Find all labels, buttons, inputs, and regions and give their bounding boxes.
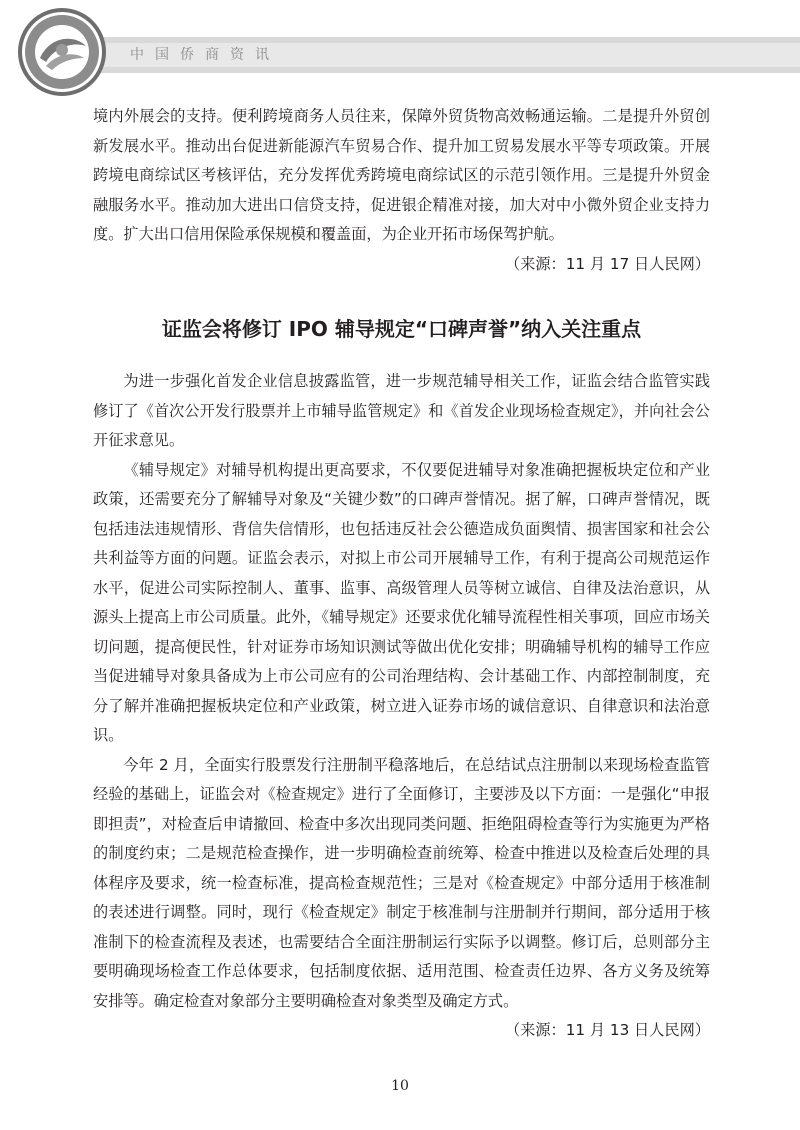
page-body [93,102,710,1046]
article-source: （来源：11 月 17 日人民网） [504,254,710,273]
article-paragraph: 今年 2 月，全面实行股票发行注册制平稳落地后，在总结试点注册制以来现场检查监管经验的基础上，证监会对《检查规定》进行了全面修订，主要涉及以下方面：一是强化“申报即担责”，对检查后申请撤回、检查中多次出现同类问题、拒绝阻碍检查等行为实施更为严格的制度约束；二是规范检查操作，进一步明确检查前统筹、检查中推进以及检查后处理的具体程序及要求，统一检查标准，提高检查规范性；三是对《检查规定》中部分适用于核准制的表述进行调整。同时，现行《检查规定》制定于核准制与注册制并行期间，部分适用于核准制下的检查流程及表述，也需要结合全面注册制运行实际予以调整。修订后，总则部分主要明确现场检查工作总体要求，包括制度依据、适用范围、检查责任边界、各方义务及统筹安排等。确定检查对象部分主要明确检查对象类型及确定方式。 [93,755,710,1010]
header-title: 中国侨商资讯 [130,47,280,63]
association-logo [16,6,108,98]
article-continued-text: 境内外展会的支持。便利跨境商务人员往来，保障外贸货物高效畅通运输。二是提升外贸创新发展水平。推动出台促进新能源汽车贸易合作、提升加工贸易发展水平等专项政策。开展跨境电商综试区考核评估，充分发挥优秀跨境电商综试区的示范引领作用。三是提升外贸金融服务水平。推动加大进出口信贷支持，促进银企精准对接，加大对中小微外贸企业支持力度。扩大出口信用保险承保规模和覆盖面，为企业开拓市场保驾护航。 [93,107,710,243]
article-headline: 证监会将修订 IPO 辅导规定“口碑声誉”纳入关注重点 [161,317,642,341]
article-paragraph: 《辅导规定》对辅导机构提出更高要求，不仅要促进辅导对象准确把握板块定位和产业政策，还需要充分了解辅导对象及“关键少数”的口碑声誉情况。据了解，口碑声誉情况，既包括违法违规情形、背信失信情形，也包括违反社会公德造成负面舆情、损害国家和社会公共利益等方面的问题。证监会表示，对拟上市公司开展辅导工作，有利于提高公司规范运作水平，促进公司实际控制人、董事、监事、高级管理人员等树立诚信、自律及法治意识，从源头上提高上市公司质量。此外，《辅导规定》还要求优化辅导流程性相关事项，回应市场关切问题，提高便民性，针对证券市场知识测试等做出优化安排；明确辅导机构的辅导工作应当促进辅导对象具备成为上市公司应有的公司治理结构、会计基础工作、内部控制制度，充分了解并准确把握板块定位和产业政策，树立进入证券市场的诚信意识、自律意识和法治意识。 [93,460,710,744]
article-paragraph: 为进一步强化首发企业信息披露监管，进一步规范辅导相关工作，证监会结合监管实践修订了《首次公开发行股票并上市辅导监管规定》和《首发企业现场检查规定》，并向社会公开征求意见。 [93,372,710,449]
article-source: （来源：11 月 13 日人民网） [504,1021,710,1039]
page-number: 10 [391,1078,409,1094]
